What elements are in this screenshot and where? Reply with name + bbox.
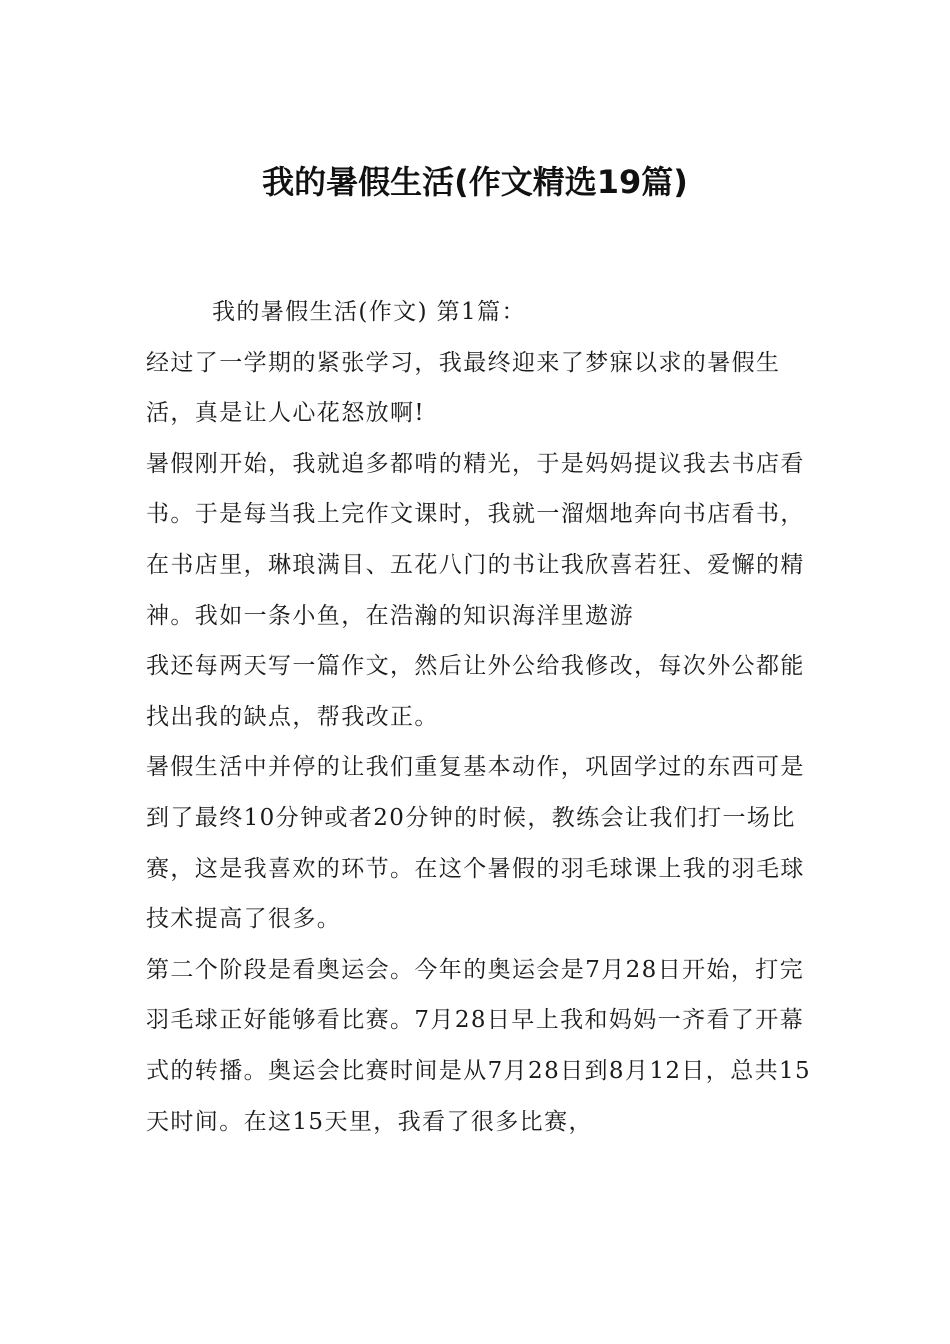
paragraph: 经过了一学期的紧张学习，我最终迎来了梦寐以求的暑假生活，真是让人心花怒放啊! [146, 349, 781, 427]
document-title: 我的暑假生活(作文精选19篇) [262, 163, 688, 201]
section-heading: 我的暑假生活(作文) 第1篇： [212, 299, 526, 325]
paragraph: 第二个阶段是看奥运会。今年的奥运会是7月28日开始，打完羽毛球正好能够看比赛。7月28日早上我和妈妈一齐看了开幕式的转播。奥运会比赛时间是从7月28日到8月12日，总共15天时间。在这15天里，我看了很多比赛， [146, 956, 812, 1135]
paragraph: 暑假生活中并停的让我们重复基本动作，巩固学过的东西可是到了最终10分钟或者20分钟的时候，教练会让我们打一场比赛，这是我喜欢的环节。在这个暑假的羽毛球课上我的羽毛球技术提高了很多。 [146, 754, 805, 933]
document-body [146, 287, 816, 1147]
paragraph: 我还每两天写一篇作文，然后让外公给我修改，每次外公都能找出我的缺点，帮我改正。 [146, 653, 805, 730]
paragraph: 暑假刚开始，我就追多都啃的精光，于是妈妈提议我去书店看书。于是每当我上完作文课时，我就一溜烟地奔向书店看书，在书店里，琳琅满目、五花八门的书让我欣喜若狂、爱懈的精神。我如一条小鱼，在浩瀚的知识海洋里遨游 [146, 450, 805, 629]
